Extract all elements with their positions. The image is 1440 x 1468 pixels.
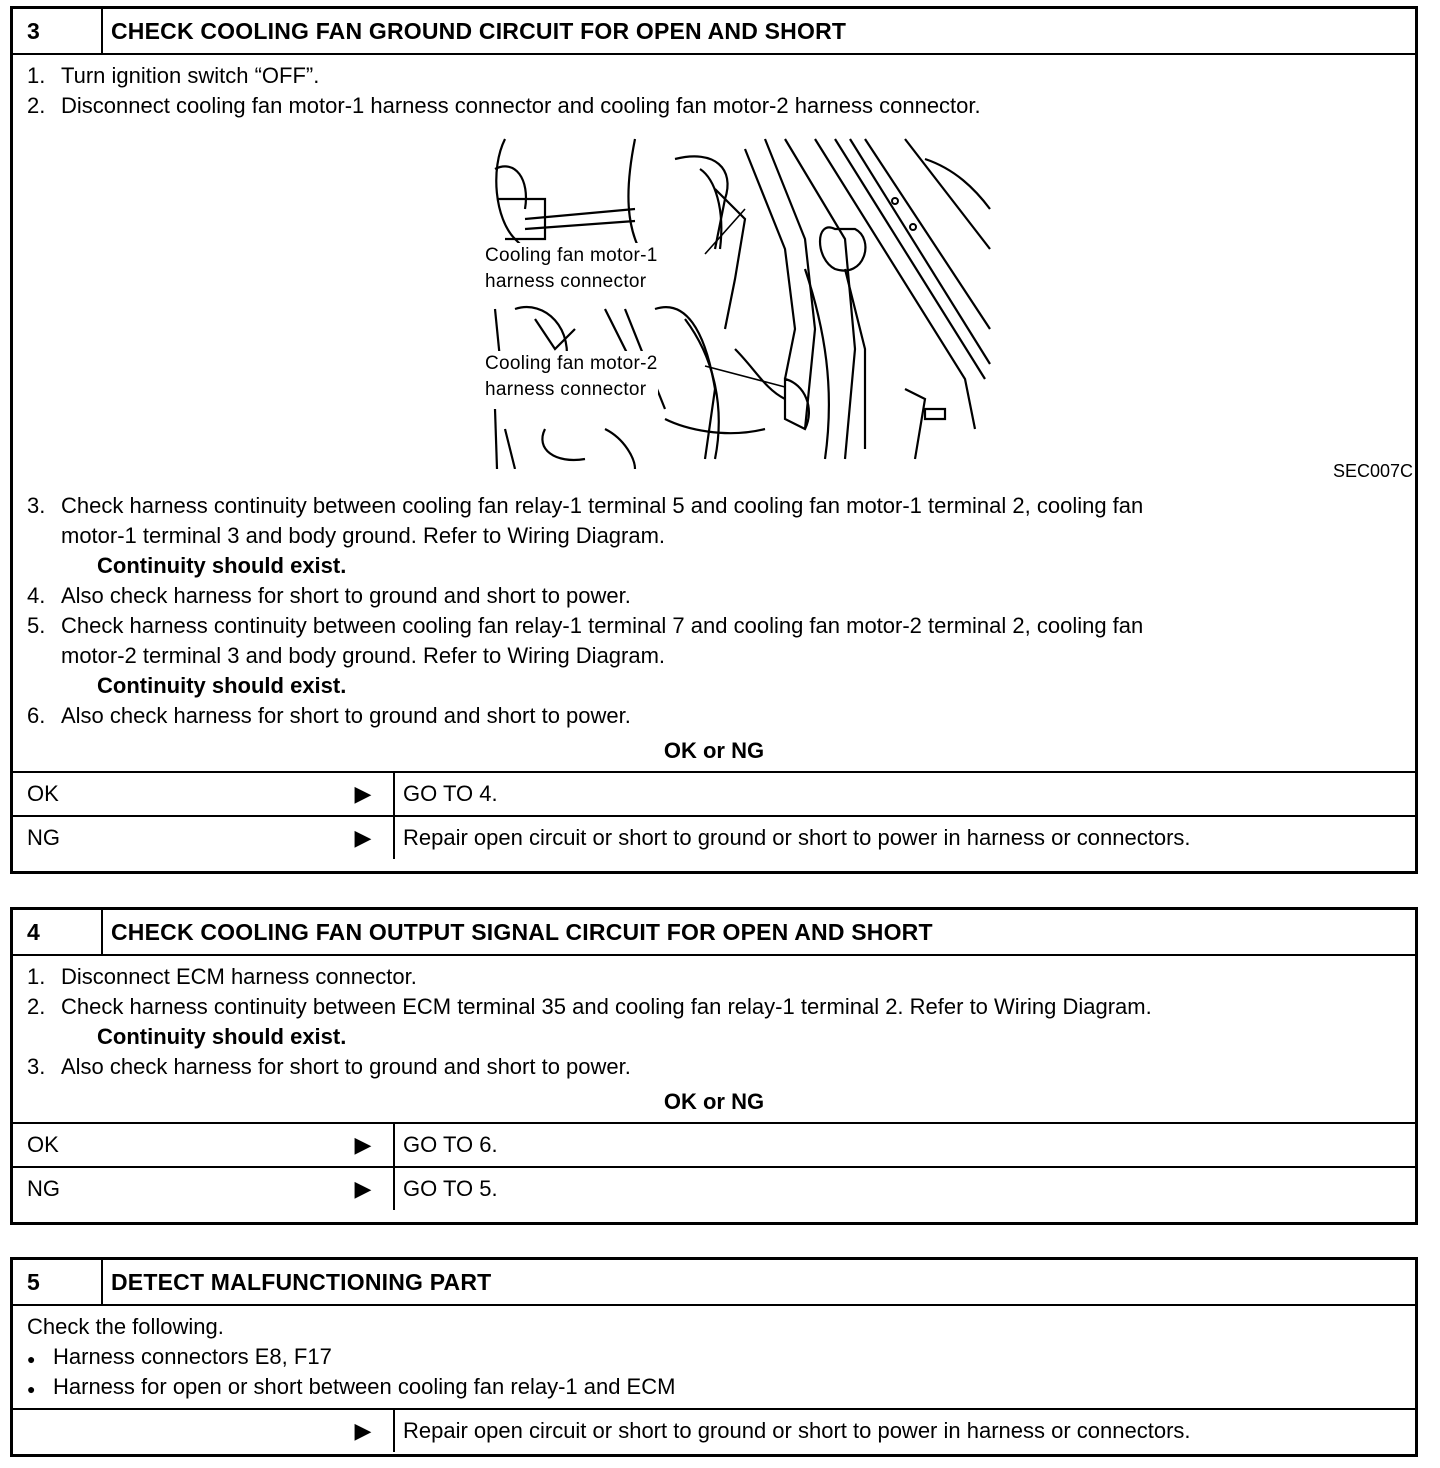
step-3-header — [13, 9, 1415, 55]
result-action: Repair open circuit or short to ground or short to power in harness or connectors. — [393, 817, 1415, 859]
continuity-note: Continuity should exist. — [97, 1024, 347, 1049]
step-4-box — [10, 907, 1418, 1225]
step-number: 4 — [13, 910, 103, 954]
continuity-note: Continuity should exist. — [97, 553, 347, 578]
result-action: GO TO 4. — [393, 773, 1415, 815]
result-action: Repair open circuit or short to ground or short to power in harness or connectors. — [393, 1410, 1415, 1452]
list-item: 2. Disconnect cooling fan motor-1 harness connector and cooling fan motor-2 harness connector. — [27, 93, 981, 118]
bullet-icon: ● — [27, 1381, 36, 1397]
result-action: GO TO 6. — [393, 1124, 1415, 1166]
figure-label-motor-2: Cooling fan motor-2 harness connector — [485, 351, 658, 403]
step-3-body — [13, 55, 1415, 731]
arrow-right-icon: ▶ — [354, 1132, 372, 1157]
ok-or-ng-label: OK or NG — [663, 738, 765, 763]
list-item: 4. Also check harness for short to ground and short to power. — [27, 583, 631, 608]
result-status: NG — [27, 825, 60, 850]
step-5-header — [13, 1260, 1415, 1306]
list-item-continued: motor-2 terminal 3 and body ground. Refer to Wiring Diagram. — [61, 643, 666, 668]
result-action: GO TO 5. — [393, 1168, 1415, 1210]
figure-label-motor-1: Cooling fan motor-1 harness connector — [485, 243, 658, 295]
result-status: OK — [27, 781, 59, 806]
result-row-ok — [13, 1122, 1415, 1166]
list-item: 3. Check harness continuity between cooling fan relay-1 terminal 5 and cooling fan motor-1 terminal 2, cooling fan — [27, 493, 1144, 518]
step-3-box — [10, 6, 1418, 874]
arrow-right-icon: ▶ — [354, 1418, 372, 1443]
connector-illustration — [27, 121, 1427, 491]
list-item: 1. Turn ignition switch “OFF”. — [27, 63, 320, 88]
ok-or-ng-label: OK or NG — [663, 1089, 765, 1114]
bullet-item: ● Harness for open or short between cooling fan relay-1 and ECM — [27, 1372, 1403, 1402]
list-item: 1. Disconnect ECM harness connector. — [27, 964, 417, 989]
bullet-icon: ● — [27, 1351, 36, 1367]
list-item: 5. Check harness continuity between cooling fan relay-1 terminal 7 and cooling fan motor-2 terminal 2, cooling fan — [27, 613, 1144, 638]
list-item-continued: motor-1 terminal 3 and body ground. Refer to Wiring Diagram. — [61, 523, 666, 548]
result-row-ng — [13, 1166, 1415, 1210]
arrow-right-icon: ▶ — [354, 825, 372, 850]
step-title: CHECK COOLING FAN OUTPUT SIGNAL CIRCUIT FOR OPEN AND SHORT — [111, 918, 933, 945]
step-5-box — [10, 1257, 1418, 1457]
step-number: 3 — [13, 9, 103, 53]
result-row-ok — [13, 771, 1415, 815]
step-5-body — [13, 1306, 1415, 1408]
continuity-note: Continuity should exist. — [97, 673, 347, 698]
step-title: CHECK COOLING FAN GROUND CIRCUIT FOR OPEN AND SHORT — [111, 17, 847, 44]
step-4-header — [13, 910, 1415, 956]
step-title: DETECT MALFUNCTIONING PART — [111, 1268, 492, 1295]
check-intro: Check the following. — [27, 1314, 224, 1339]
figure-code: SEC007C — [1332, 461, 1413, 481]
result-status: OK — [27, 1132, 59, 1157]
result-row-ng — [13, 815, 1415, 859]
list-item: 2. Check harness continuity between ECM terminal 35 and cooling fan relay-1 terminal 2. Refer to Wiring Diagram. — [27, 994, 1152, 1019]
arrow-right-icon: ▶ — [354, 1176, 372, 1201]
result-status: NG — [27, 1176, 60, 1201]
step-4-body — [13, 956, 1415, 1082]
engine-bay-drawing — [485, 129, 995, 469]
arrow-right-icon: ▶ — [354, 781, 372, 806]
result-row — [13, 1408, 1415, 1452]
bullet-item: ● Harness connectors E8, F17 — [27, 1342, 1403, 1372]
step-number: 5 — [13, 1260, 103, 1304]
list-item: 6. Also check harness for short to ground and short to power. — [27, 703, 631, 728]
list-item: 3. Also check harness for short to ground and short to power. — [27, 1054, 631, 1079]
